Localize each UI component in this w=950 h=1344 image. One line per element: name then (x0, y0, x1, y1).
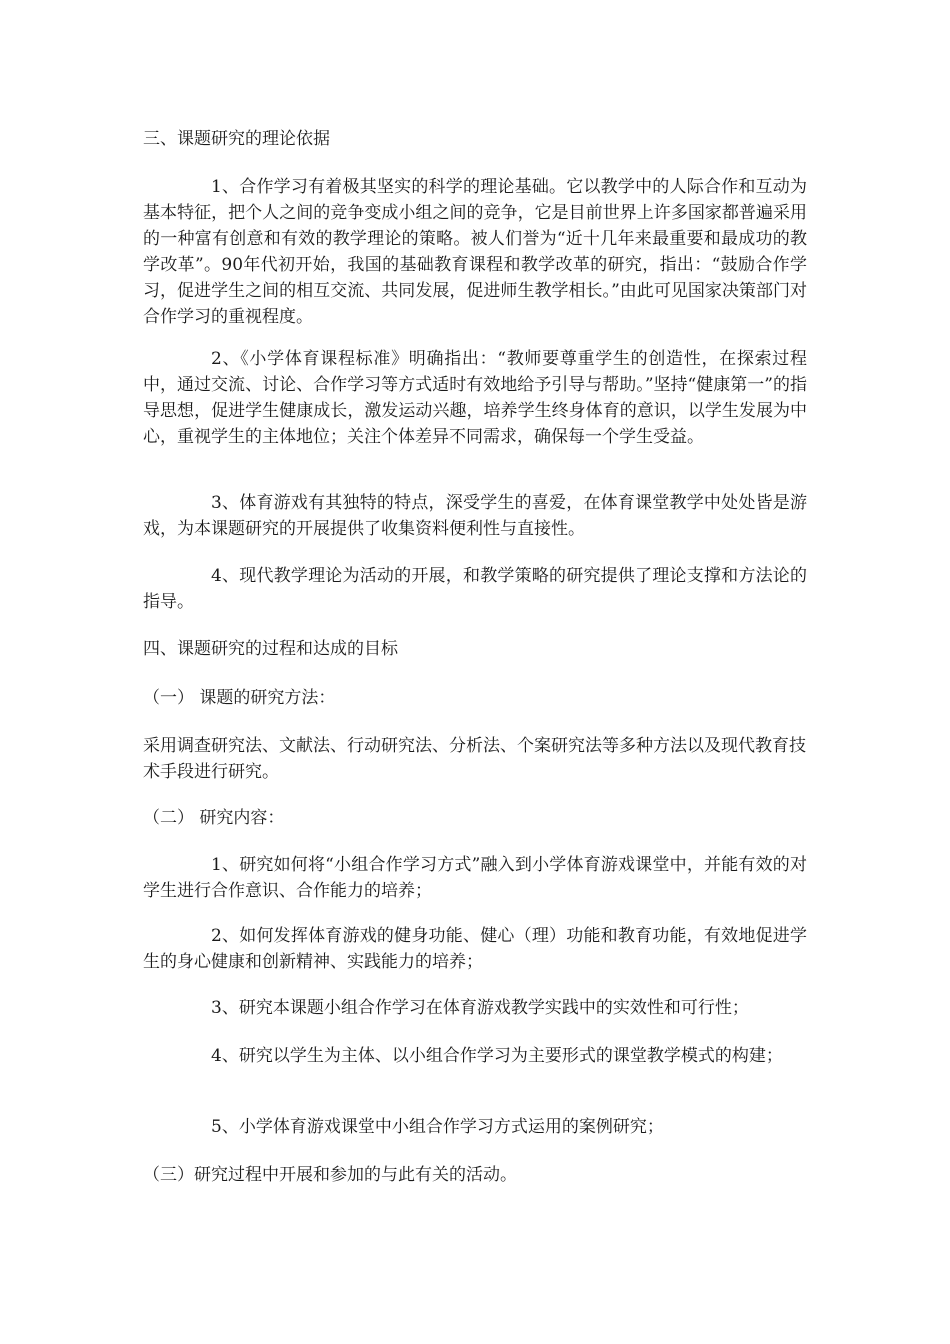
activities-heading: （三）研究过程中开展和参加的与此有关的活动。 (143, 1165, 517, 1185)
section-3-heading: 三、课题研究的理论依据 (143, 129, 330, 149)
section-4-heading: 四、课题研究的过程和达成的目标 (143, 639, 398, 659)
content-item-5: 5、小学体育游戏课堂中小组合作学习方式运用的案例研究； (211, 1117, 664, 1137)
content-item-4: 4、研究以学生为主体、以小组合作学习为主要形式的课堂教学模式的构建； (211, 1046, 783, 1066)
methods-heading: （一） 课题的研究方法： (143, 688, 336, 708)
section-3-paragraph-4: 4、现代教学理论为活动的开展，和教学策略的研究提供了理论支撑和方法论的指导。 (143, 566, 807, 612)
methods-text: 采用调查研究法、文献法、行动研究法、分析法、个案研究法等多种方法以及现代教育技术手段进行研究。 (143, 736, 806, 782)
section-3-paragraph-2: 2、《小学体育课程标准》明确指出：“教师要尊重学生的创造性，在探索过程中，通过交流、讨论、合作学习等方式适时有效地给予引导与帮助。”坚持“健康第一”的指导思想，促进学生健康成长，激发运动兴趣，培养学生终身体育的意识，以学生发展为中心，重视学生的主体地位；关注个体差异不同需求，确保每一个学生受益。 (143, 349, 807, 447)
section-3-paragraph-1: 1、合作学习有着极其坚实的科学的理论基础。它以教学中的人际合作和互动为基本特征，把个人之间的竞争变成小组之间的竞争，它是目前世界上许多国家都普遍采用的一种富有创意和有效的教学理论的策略。被人们誉为“近十几年来最重要和最成功的教学改革”。90年代初开始，我国的基础教育课程和教学改革的研究，指出：“鼓励合作学习，促进学生之间的相互交流、共同发展，促进师生教学相长。”由此可见国家决策部门对合作学习的重视程度。 (143, 177, 807, 327)
section-3-paragraph-3: 3、体育游戏有其独特的特点，深受学生的喜爱，在体育课堂教学中处处皆是游戏，为本课题研究的开展提供了收集资料便利性与直接性。 (143, 493, 807, 539)
content-heading: （二） 研究内容： (143, 808, 285, 828)
content-item-1: 1、研究如何将“小组合作学习方式”融入到小学体育游戏课堂中，并能有效的对学生进行合作意识、合作能力的培养； (143, 855, 807, 901)
content-item-2: 2、如何发挥体育游戏的健身功能、健心（理）功能和教育功能，有效地促进学生的身心健康和创新精神、实践能力的培养； (143, 926, 807, 972)
content-item-3: 3、研究本课题小组合作学习在体育游戏教学实践中的实效性和可行性； (211, 998, 749, 1018)
